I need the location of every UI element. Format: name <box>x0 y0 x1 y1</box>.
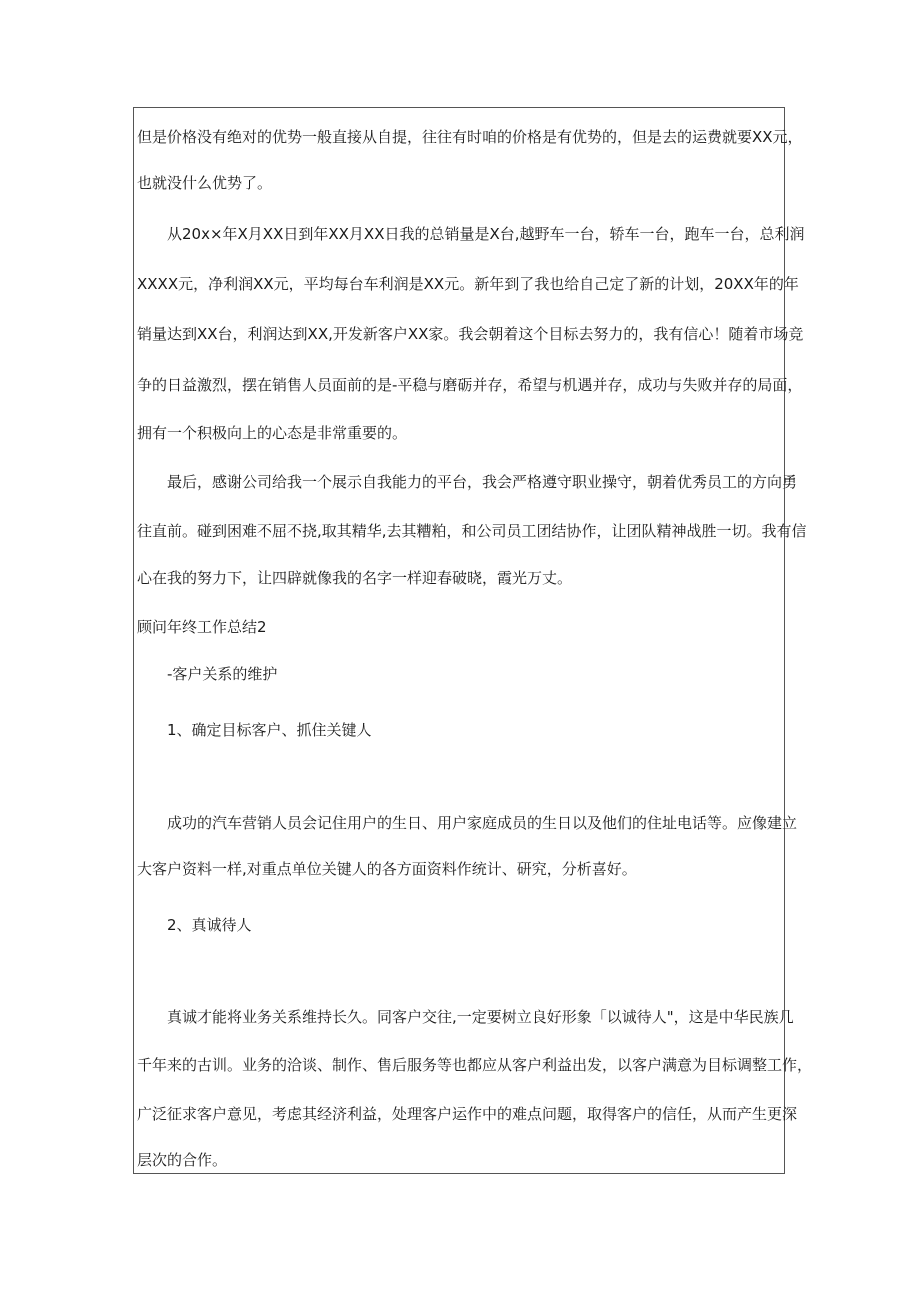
text-line: 也就没什么优势了。 <box>137 174 273 192</box>
text-line: 真诚才能将业务关系维持长久。同客户交往,一定要树立良好形象「以诚待人"，这是中华民族几 <box>167 1008 794 1026</box>
subheading: -客户关系的维护 <box>167 665 278 683</box>
text-line: 争的日益激烈，摆在销售人员面前的是-平稳与磨砺并存，希望与机遇并存，成功与失败并存的局面， <box>137 376 803 394</box>
text-line: 千年来的古训。业务的洽谈、制作、售后服务等也都应从客户利益出发，以客户满意为目标调整工作， <box>137 1056 813 1074</box>
subheading: 2、真诚待人 <box>167 916 252 934</box>
text-line: 最后，感谢公司给我一个展示自我能力的平台，我会严格遵守职业操守，朝着优秀员工的方向勇 <box>167 473 798 491</box>
subheading: 1、确定目标客户、抓住关键人 <box>167 721 372 739</box>
text-line: 拥有一个积极向上的心态是非常重要的。 <box>137 424 408 442</box>
text-line: 从20x×年X月XX日到年XX月XX日我的总销量是X台,越野车一台，轿车一台，跑车一台，总利润 <box>167 225 805 243</box>
text-line: 往直前。碰到困难不屈不挠,取其精华,去其糟粕，和公司员工团结协作，让团队精神战胜一切。我有信 <box>137 522 807 540</box>
section-heading: 顾问年终工作总结2 <box>137 618 267 636</box>
text-line: XXXX元，净利润XX元，平均每台车利润是XX元。新年到了我也给自己定了新的计划，20XX年的年 <box>137 275 799 293</box>
text-line: 心在我的努力下，让四辟就像我的名字一样迎春破晓，霞光万丈。 <box>137 569 573 587</box>
text-line: 大客户资料一样,对重点单位关键人的各方面资料作统计、研究，分析喜好。 <box>137 860 637 878</box>
text-line: 层次的合作。 <box>137 1151 228 1169</box>
text-line: 但是价格没有绝对的优势一般直接从自提，往往有时咱的价格是有优势的，但是去的运费就要XX元， <box>137 128 803 146</box>
text-line: 成功的汽车营销人员会记住用户的生日、用户家庭成员的生日以及他们的住址电话等。应像建立 <box>167 814 798 832</box>
text-line: 广泛征求客户意见，考虑其经济利益，处理客户运作中的难点问题，取得客户的信任，从而产生更深 <box>137 1105 798 1123</box>
text-line: 销量达到XX台，利润达到XX,开发新客户XX家。我会朝着这个目标去努力的，我有信心！随着市场竞 <box>137 325 804 343</box>
